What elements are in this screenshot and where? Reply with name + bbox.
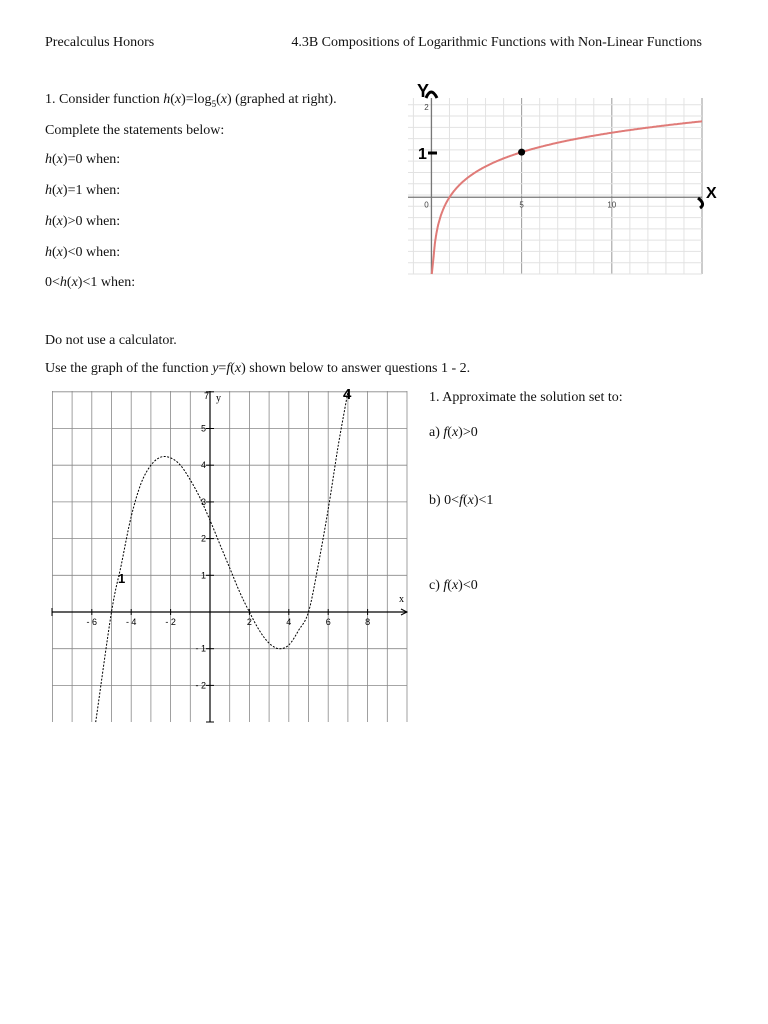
s3-var: x (56, 214, 63, 229)
s1-when: when: (85, 152, 121, 167)
handwritten-x-label: X (706, 185, 717, 202)
y-tick-neg2: - 2 (195, 680, 206, 691)
b-x: x (467, 493, 474, 508)
x-tick-neg2: - 2 (165, 617, 176, 627)
intro-x: x (234, 361, 242, 376)
section2-intro: Use the graph of the function y=f(x) shown below to answer questions 1 - 2. (45, 361, 471, 376)
q1-statement-1: h(x)=0 when: (45, 152, 121, 167)
s1-fn: h (45, 152, 52, 167)
q1-log: log (193, 92, 212, 107)
b-label: b) (429, 493, 441, 508)
s4-when: when: (85, 245, 121, 260)
c-label: c) (429, 578, 440, 593)
s5-rel: <1 (82, 275, 98, 290)
x-tick-6: 6 (325, 617, 331, 627)
q2-part-c: c) f(x)<0 (429, 578, 478, 593)
a-rel: >0 (462, 425, 478, 440)
no-calculator-note: Do not use a calculator. (45, 333, 177, 348)
a-x: x (451, 425, 459, 440)
x-tick-0: 0 (424, 200, 429, 210)
q1-prompt: 1. Consider function $h(x)=\log_5(x)$ (graphed at right). (45, 92, 337, 109)
handwritten-y-label: Y (417, 81, 430, 101)
x-tick-8: 8 (365, 617, 371, 627)
s2-var: x (56, 183, 63, 198)
q1-statement-2: h(x)=1 when: (45, 183, 121, 198)
y-tick-7: 7 (203, 391, 209, 401)
handwritten-four-mark: 4 (343, 386, 352, 403)
intro-eq: = (218, 361, 227, 376)
function-graph (50, 385, 415, 725)
y-tick-labels (195, 424, 206, 691)
y-tick-3: 3 (200, 496, 206, 507)
y-tick-5: 5 (200, 423, 206, 434)
point-5-1 (518, 149, 525, 156)
intro-b: shown below to answer questions 1 - 2. (249, 361, 471, 376)
q1-statement-5: 0<h(x)<1 when: (45, 275, 136, 290)
q1-var2: x (220, 92, 227, 107)
log-graph-grid (408, 98, 702, 274)
s2-fn: h (45, 183, 52, 198)
handwritten-y-arrow (426, 92, 437, 98)
handwritten-one-mark: 1 (118, 571, 126, 586)
s2-rel: =1 (67, 183, 83, 198)
s2-when: when: (85, 183, 121, 198)
function-graph-grid (52, 391, 407, 722)
x-tick-5: 5 (519, 200, 524, 210)
q2-part-b: b) 0<f(x)<1 (429, 493, 494, 508)
s3-when: when: (85, 214, 121, 229)
x-tick-labels (87, 617, 371, 627)
q2-part-a: a) f(x)>0 (429, 425, 478, 440)
intro-f: f (226, 361, 231, 376)
q1-var: x (174, 92, 182, 107)
y-tick-1: 1 (200, 570, 206, 581)
handwritten-one-label: 1 (418, 146, 427, 163)
b-f: f (459, 493, 463, 508)
y-tick-2: 2 (200, 533, 206, 544)
function-curve (96, 392, 348, 722)
intro-a: Use the graph of the function (45, 361, 209, 376)
s5-when: when: (100, 275, 136, 290)
c-rel: <0 (462, 578, 478, 593)
q2-title: 1. Approximate the solution set to: (429, 390, 623, 405)
x-tick-neg6: - 6 (86, 617, 98, 627)
x-tick-2: 2 (246, 617, 252, 627)
course-title: Precalculus Honors (45, 35, 155, 50)
b-rel: <1 (478, 493, 494, 508)
x-tick-10: 10 (607, 200, 617, 210)
intro-y: y (212, 361, 219, 376)
q1-instruction: Complete the statements below: (45, 123, 225, 138)
a-label: a) (429, 425, 440, 440)
c-x: x (451, 578, 459, 593)
c-f: f (443, 578, 448, 593)
q1-prefix: 1. Consider function (45, 92, 160, 107)
log-graph-axes (408, 98, 702, 274)
s1-var: x (56, 152, 63, 167)
s5-fn: h (59, 275, 67, 290)
log-graph (400, 80, 730, 280)
y-tick-4: 4 (200, 460, 206, 471)
s3-rel: >0 (67, 214, 83, 229)
s4-var: x (56, 245, 63, 260)
x-tick-4: 4 (286, 617, 292, 627)
y-axis-label: y (216, 393, 221, 404)
x-tick-neg4: - 4 (125, 617, 137, 627)
a-f: f (443, 425, 448, 440)
x-axis-label: x (399, 594, 404, 605)
s1-rel: =0 (67, 152, 83, 167)
b-lead: 0< (444, 493, 460, 508)
q1-statement-3: h(x)>0 when: (45, 214, 121, 229)
s4-rel: <0 (67, 245, 83, 260)
s4-fn: h (45, 245, 52, 260)
q1-base: 5 (211, 98, 217, 109)
q1-statement-4: h(x)<0 when: (45, 245, 121, 260)
q1-suffix: (graphed at right). (235, 92, 337, 107)
q1-fn: h (163, 92, 171, 107)
y-tick-2: 2 (424, 103, 429, 113)
lesson-title: 4.3B Compositions of Logarithmic Functions with Non-Linear Functions (291, 35, 702, 50)
s3-fn: h (45, 214, 52, 229)
s5-var: x (71, 275, 78, 290)
s5-lead: 0< (45, 275, 60, 290)
y-tick-neg1: - 1 (195, 643, 206, 654)
